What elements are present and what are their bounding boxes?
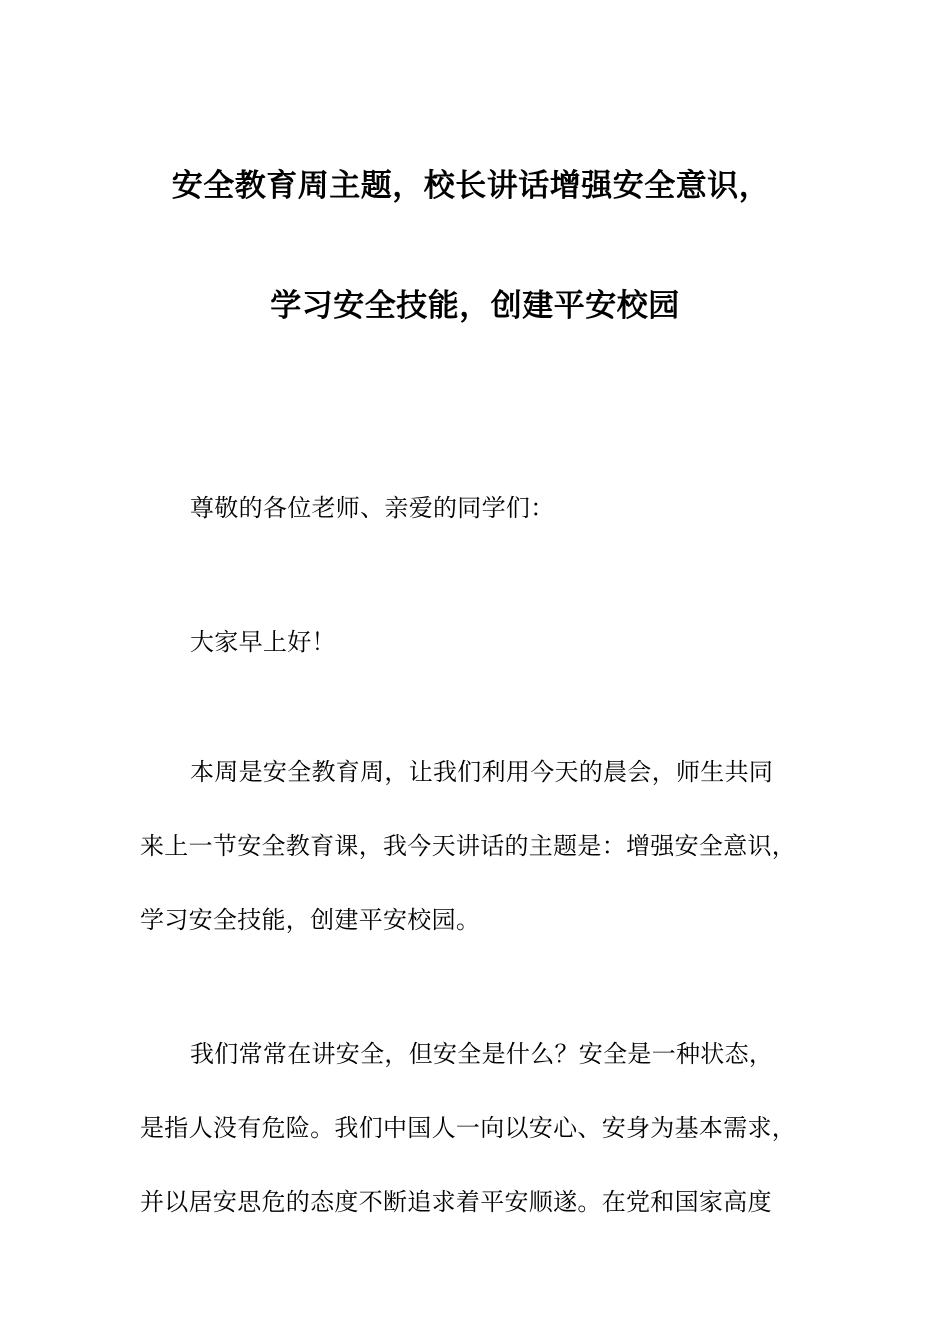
paragraph-1-line-1: 本周是安全教育周，让我们利用今天的晨会，师生共同 bbox=[190, 758, 774, 786]
document-title-line-2: 学习安全技能，创建平安校园 bbox=[270, 288, 680, 324]
greeting: 大家早上好！ bbox=[190, 628, 336, 656]
document-title-line-1: 安全教育周主题，校长讲话增强安全意识， bbox=[171, 168, 771, 204]
paragraph-1-line-2: 来上一节安全教育课，我今天讲话的主题是：增强安全意识， bbox=[140, 832, 797, 860]
paragraph-2-line-1: 我们常常在讲安全，但安全是什么？安全是一种状态， bbox=[190, 1040, 774, 1068]
salutation: 尊敬的各位老师、亲爱的同学们： bbox=[190, 494, 555, 522]
paragraph-2-line-2: 是指人没有危险。我们中国人一向以安心、安身为基本需求， bbox=[140, 1114, 797, 1142]
paragraph-2-line-3: 并以居安思危的态度不断追求着平安顺遂。在党和国家高度 bbox=[140, 1188, 772, 1216]
paragraph-1-line-3: 学习安全技能，创建平安校园。 bbox=[140, 906, 481, 934]
